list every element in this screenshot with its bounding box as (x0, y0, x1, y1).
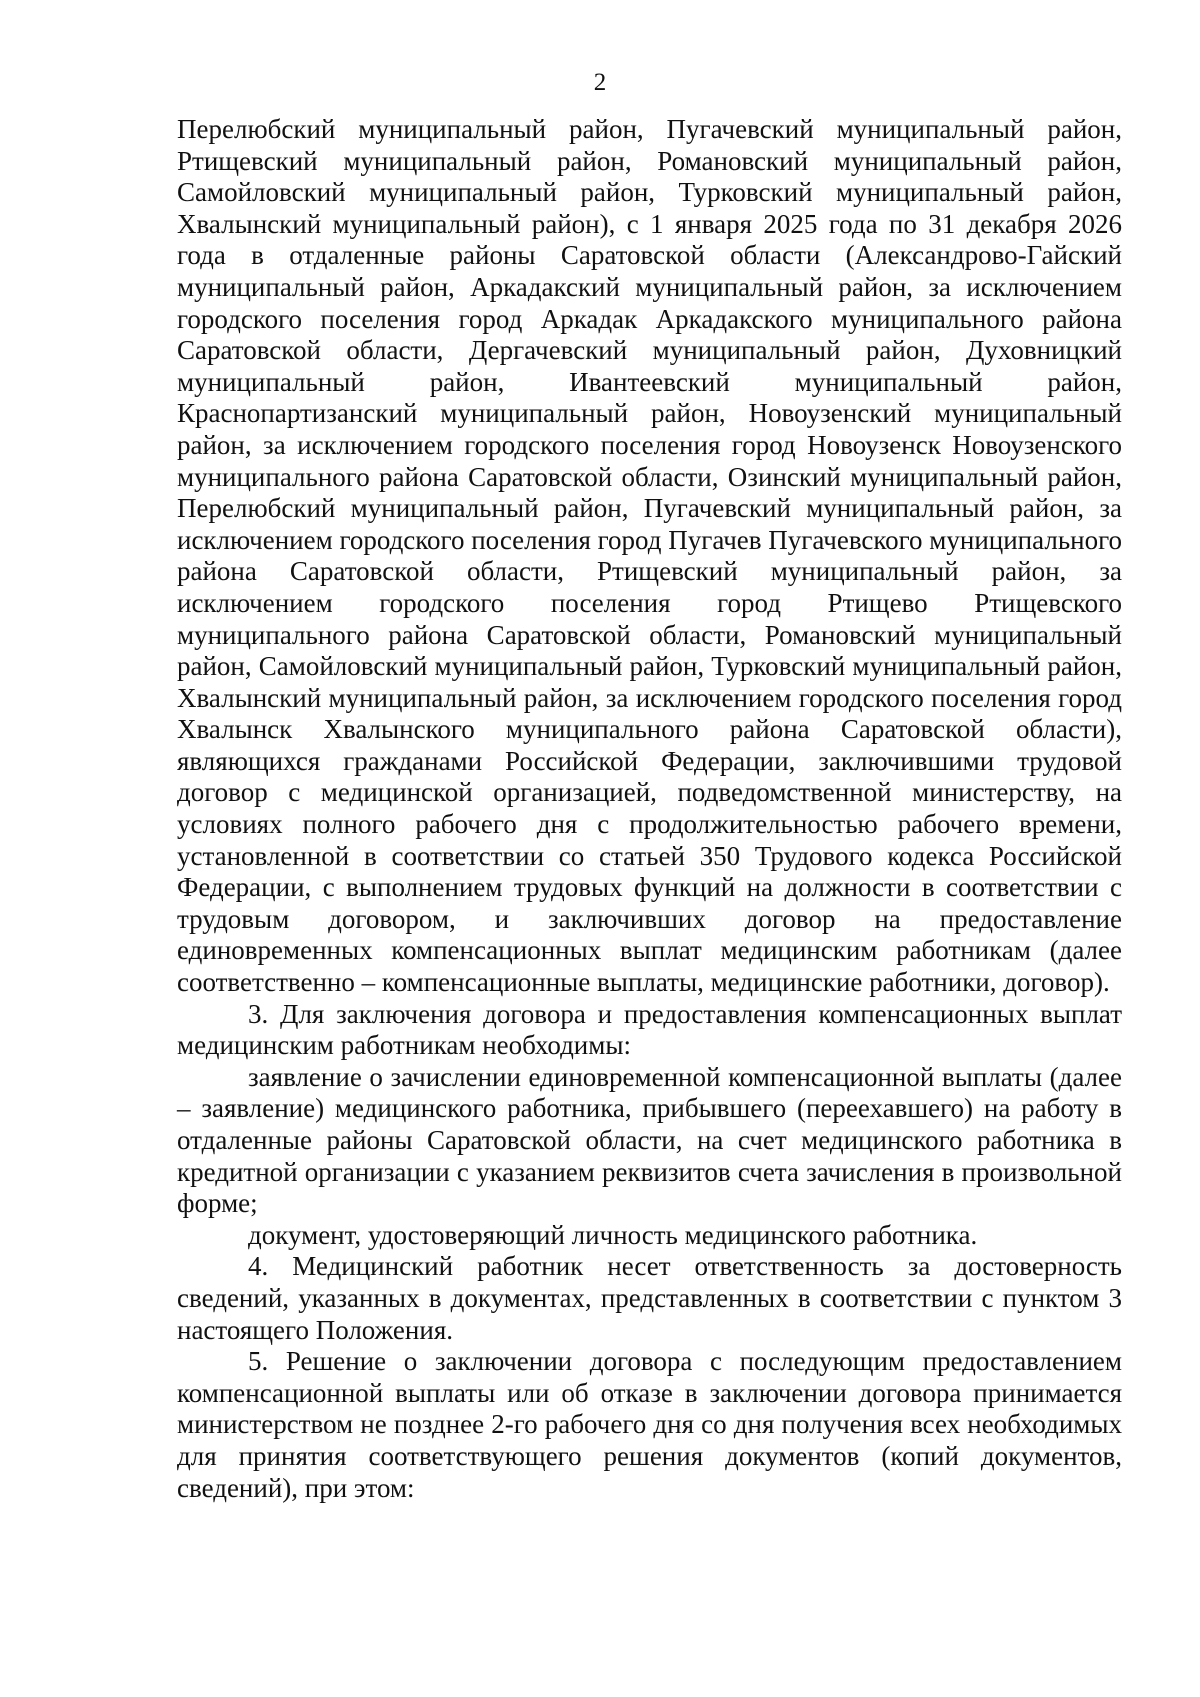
paragraph-item-5: 5. Решение о заключении договора с последующим предоставлением компенсационной выплаты или об отказе в заключении договора принимается министерством не позднее 2-го рабочего дня со дня получения всех необходимых для принятия соответствующего решения документов (копий документов, сведений), при этом: (177, 1346, 1122, 1503)
paragraph-identity-document: документ, удостоверяющий личность медицинского работника. (248, 1219, 978, 1250)
document-body (177, 114, 1122, 1504)
paragraph-item-3: 3. Для заключения договора и предоставления компенсационных выплат медицинским работникам необходимы: (177, 998, 1122, 1061)
paragraph-application: заявление о зачислении единовременной компенсационной выплаты (далее – заявление) медицинского работника, прибывшего (переехавшего) на работу в отдаленные районы Саратовской области, на счет медицинского работника в кредитной организации с указанием реквизитов счета зачисления в произвольной форме; (177, 1061, 1122, 1219)
page-number: 2 (593, 69, 607, 96)
paragraph-continuation: Перелюбский муниципальный район, Пугачевский муниципальный район, Ртищевский муниципальный район, Романовский муниципальный район, Самойловский муниципальный район, Турковский муниципальный район, Хвалынский муниципальный район), с 1 января 2025 года по 31 декабря 2026 года в отдаленные районы Саратовской области (Александрово-Гайский муниципальный район, Аркадакский муниципальный район, за исключением городского поселения город Аркадак Аркадакского муниципального района Саратовской области, Дергачевский муниципальный район, Духовницкий муниципальный район, Ивантеевский муниципальный район, Краснопартизанский муниципальный район, Новоузенский муниципальный район, за исключением городского поселения город Новоузенск Новоузенского муниципального района Саратовской области, Озинский муниципальный район, Перелюбский муниципальный район, Пугачевский муниципальный район, за исключением городского поселения город Пугачев Пугачевского муниципального района Саратовской области, Ртищевский муниципальный район, за исключением городского поселения город Ртищево Ртищевского муниципального района Саратовской области, Романовский муниципальный район, Самойловский муниципальный район, Турковский муниципальный район, Хвалынский муниципальный район, за исключением городского поселения город Хвалынск Хвалынского муниципального района Саратовской области), являющихся гражданами Российской Федерации, заключившими трудовой договор с медицинской организацией, подведомственной министерству, на условиях полного рабочего дня с продолжительностью рабочего времени, установленной в соответствии со статьей 350 Трудового кодекса Российской Федерации, с выполнением трудовых функций на должности в соответствии с трудовым договором, и заключивших договор на предоставление единовременных компенсационных выплат медицинским работникам (далее соответственно – компенсационные выплаты, медицинские работники, договор). (177, 114, 1122, 998)
paragraph-item-4: 4. Медицинский работник несет ответственность за достоверность сведений, указанных в документах, представленных в соответствии с пунктом 3 настоящего Положения. (177, 1251, 1122, 1345)
